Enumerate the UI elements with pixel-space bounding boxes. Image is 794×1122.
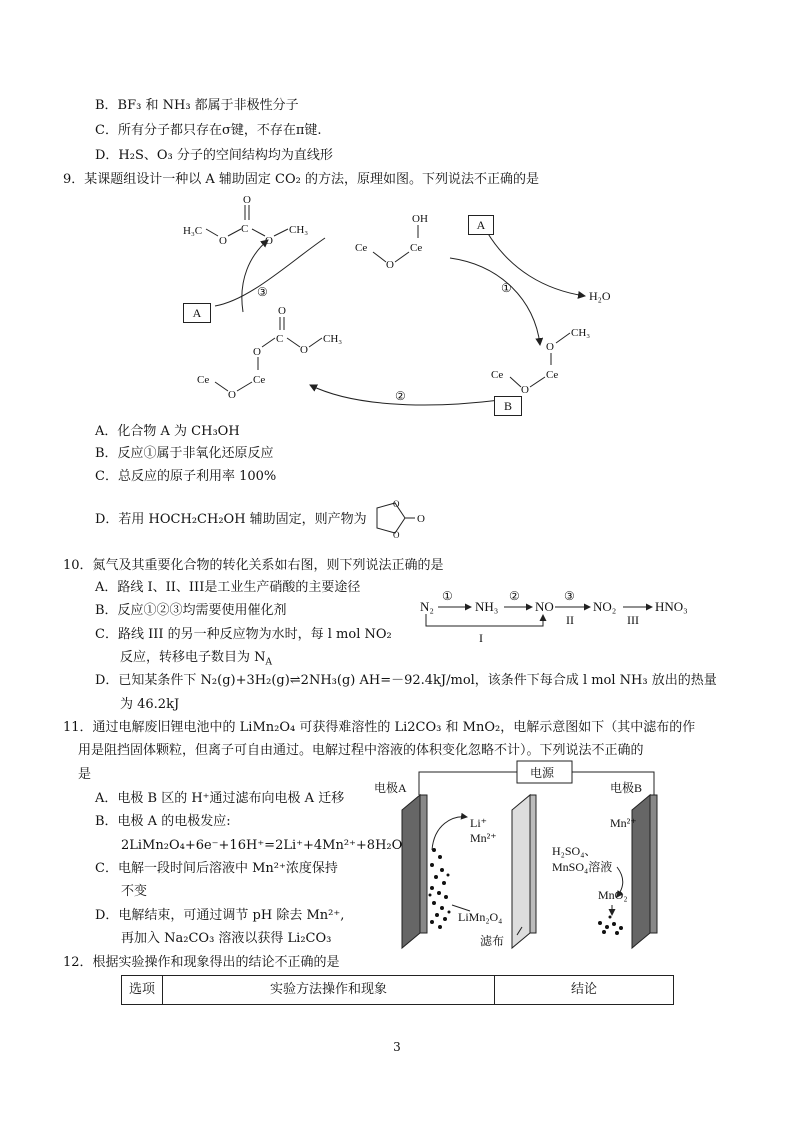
o-label: O — [228, 389, 236, 401]
reaction-arrow-3 — [242, 240, 268, 312]
ce-label: Ce — [410, 242, 423, 254]
table-header-option: 选项 — [121, 975, 163, 1005]
page-number: 3 — [393, 1040, 401, 1054]
q12-stem: 12．根据实验操作和现象得出的结论不正确的是 — [63, 955, 340, 970]
route-i-label: I — [479, 631, 483, 645]
solution-label-2: MnSO₄溶液 — [552, 860, 613, 874]
q10-option-b: B．反应①②③均需要使用催化剂 — [95, 603, 287, 618]
q8-option-c: C．所有分子都只存在σ键，不存在π键. — [95, 123, 322, 138]
reagent-a-box-top: A — [468, 215, 494, 235]
q11-stem-line1: 11．通过电解废旧锂电池中的 LiMn₂O₄ 可获得难溶性的 Li2CO₃ 和 MnO₂，电解示意图如下（其中滤布的作 — [63, 720, 696, 735]
q11-option-d1: D．电解结束，可通过调节 pH 除去 Mn²⁺, — [95, 908, 345, 923]
ce-label: Ce — [355, 242, 368, 254]
reagent-a-box-left: A — [183, 303, 211, 323]
o-label: O — [219, 235, 227, 247]
ce-label: Ce — [253, 374, 266, 386]
q11-option-a: A．电极 B 区的 H⁺通过滤布向电极 A 迁移 — [95, 791, 345, 806]
q11-option-c2: 不变 — [121, 884, 148, 899]
ce-label: Ce — [491, 369, 504, 381]
power-supply-label: 电源 — [530, 766, 555, 780]
ce-label: Ce — [546, 369, 559, 381]
q11-option-c1: C．电解一段时间后溶液中 Mn²⁺浓度保持 — [95, 861, 338, 876]
n2-label: N₂ — [420, 599, 434, 614]
o-label: O — [546, 341, 554, 353]
q8-option-d: D．H₂S、O₃ 分子的空间结构均为直线形 — [95, 148, 333, 163]
ethylene-carbonate-structure — [365, 500, 435, 540]
table-header-conclusion: 结论 — [494, 975, 674, 1005]
step-2-label: ② — [395, 389, 406, 403]
limn2o4-label: LiMn₂O₄ — [458, 910, 503, 924]
q10-option-a: A．路线 I、II、III是工业生产硝酸的主要途径 — [95, 580, 361, 595]
q11-stem-line3: 是 — [78, 767, 92, 782]
q8-option-b: B．BF₃ 和 NH₃ 都属于非极性分子 — [95, 98, 299, 113]
electrode-b-label: 电极B — [610, 781, 643, 795]
q11-stem-line2: 用是阻挡固体颗粒，但离子可自由通过。电解过程中溶液的体积变化忽略不计）。下列说法不正确的 — [78, 743, 644, 758]
q10-option-d2: 为 46.2kJ — [120, 697, 180, 712]
nh3-label: NH₃ — [475, 599, 499, 614]
q10-stem: 10．氮气及其重要化合物的转化关系如右图，则下列说法正确的是 — [63, 558, 444, 573]
ce-methoxy-molecule — [491, 327, 590, 396]
o-label: O — [386, 259, 394, 271]
ch3-label: CH₃ — [323, 333, 343, 345]
route-iii-label: III — [627, 613, 639, 627]
q10-option-d1: D．已知某条件下 N₂(g)+3H₂(g)⇌2NH₃(g) AH=－92.4kJ/mol，该条件下每合成 l mol NH₃ 放出的热量 — [95, 673, 717, 688]
q10-option-c2 — [120, 650, 272, 671]
dimethyl-carbonate-molecule — [183, 194, 308, 247]
c-label: C — [276, 333, 284, 345]
limn2o4-particles — [429, 848, 451, 929]
o-label: O — [393, 499, 400, 509]
no2-label: NO₂ — [593, 599, 617, 614]
li-ion-label: Li⁺ — [470, 816, 487, 830]
reaction-arrow-3-source — [215, 238, 325, 306]
mn-ion-b-label: Mn²⁺ — [610, 816, 637, 830]
ch3-label: CH₃ — [571, 327, 591, 339]
q10-option-c2-sub: A — [265, 657, 273, 668]
ce-oh-molecule — [355, 213, 428, 271]
q10-option-c2-text: 反应，转移电子数目为 N — [120, 650, 266, 665]
mno2-label: MnO₂ — [598, 888, 628, 902]
q9-option-c: C．总反应的原子利用率 100% — [95, 469, 277, 484]
q9-option-b: B．反应①属于非氧化还原反应 — [95, 446, 274, 461]
h3c-label: H₃C — [183, 225, 203, 237]
hno3-label: HNO₃ — [655, 599, 688, 614]
mno2-particles — [598, 916, 623, 936]
ch3-label: CH₃ — [289, 224, 309, 236]
solution-label-1: H₂SO₄、 — [552, 844, 597, 858]
reagent-b-box: B — [494, 396, 522, 416]
q11-option-b2: 2LiMn₂O₄+6e⁻+16H⁺=2Li⁺+4Mn²⁺+8H₂O — [121, 838, 403, 853]
reaction-arrow-1 — [450, 258, 540, 345]
filter-cloth-label: 滤布 — [480, 934, 505, 948]
electrolysis-diagram — [372, 755, 712, 955]
electrode-a-label: 电极A — [374, 781, 407, 795]
c-label: C — [241, 223, 249, 235]
no-label: NO — [535, 599, 554, 614]
o-label: O — [417, 513, 425, 525]
ce-label: Ce — [197, 374, 210, 386]
step-3-label: ③ — [257, 285, 268, 299]
nitrogen-conversion-scheme — [415, 590, 735, 650]
step-1-label: ① — [442, 589, 453, 603]
o-label: O — [393, 530, 400, 540]
route-ii-label: II — [566, 613, 574, 627]
step-3-label: ③ — [564, 589, 575, 603]
step-2-label: ② — [509, 589, 520, 603]
q10-option-c1: C．路线 III 的另一种反应物为水时，每 l mol NO₂ — [95, 627, 392, 642]
o-label: O — [265, 235, 273, 247]
step-1-label: ① — [501, 281, 512, 295]
q11-option-b1: B．电极 A 的电极发应: — [95, 814, 231, 829]
o-label: O — [278, 305, 286, 317]
table-header-procedure: 实验方法操作和现象 — [162, 975, 495, 1005]
o-label: O — [521, 384, 529, 396]
q9-option-a: A．化合物 A 为 CH₃OH — [95, 424, 240, 439]
o-label: O — [300, 344, 308, 356]
q9-stem: 9．某课题组设计一种以 A 辅助固定 CO₂ 的方法，原理如图。下列说法不正确的是 — [63, 172, 540, 187]
oh-label: OH — [412, 213, 428, 225]
water-label: H₂O — [589, 289, 611, 303]
q9-option-d: D．若用 HOCH₂CH₂OH 辅助固定，则产物为 — [95, 512, 367, 527]
ce-carbonate-molecule — [197, 305, 342, 401]
o-label: O — [243, 194, 251, 206]
mn-ion-a-label: Mn²⁺ — [470, 831, 497, 845]
q11-option-d2: 再加入 Na₂CO₃ 溶液以获得 Li₂CO₃ — [121, 931, 332, 946]
o-label: O — [253, 346, 261, 358]
